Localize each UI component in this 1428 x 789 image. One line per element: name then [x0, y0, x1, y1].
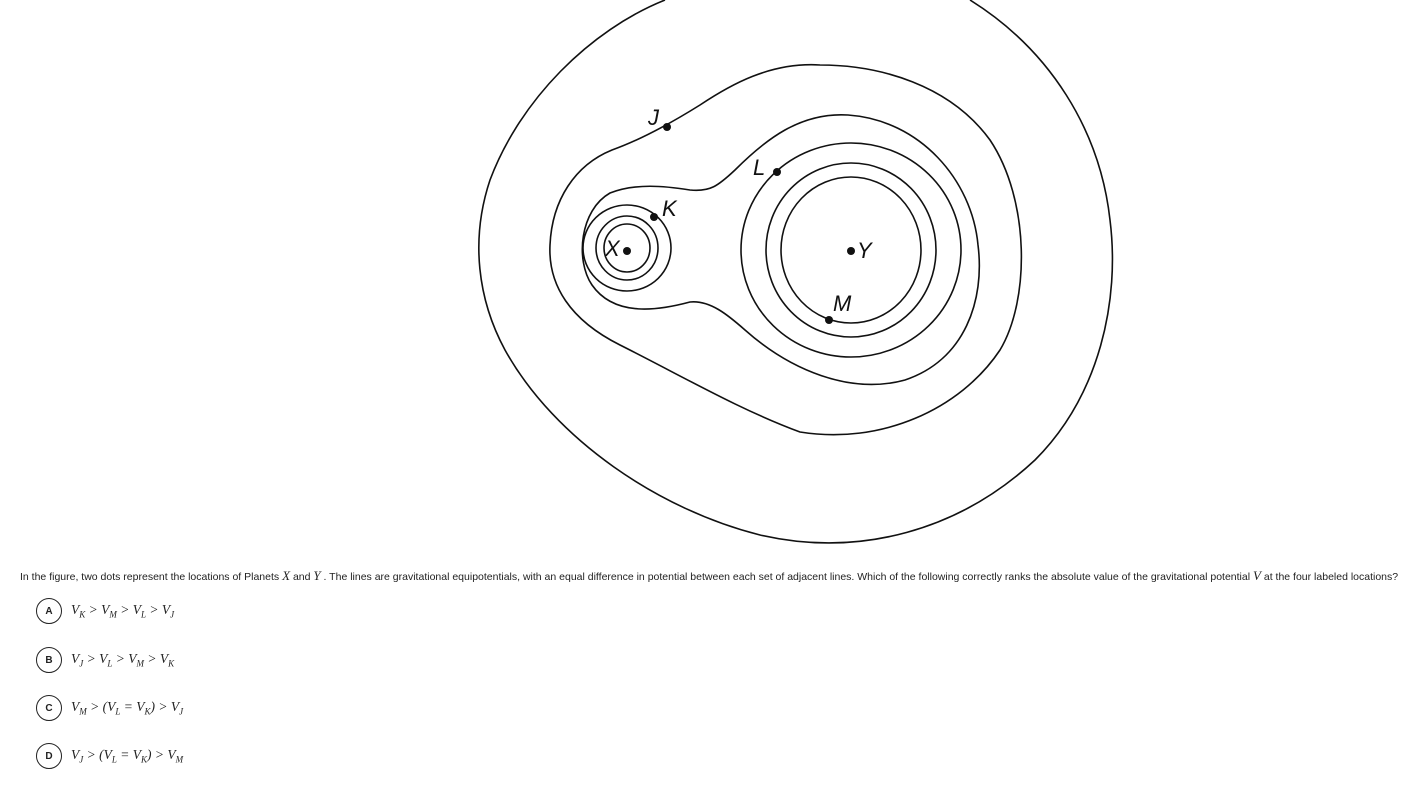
choice-a-letter[interactable]: A: [36, 598, 62, 624]
planet-x-dot: [623, 247, 631, 255]
question-stem: [20, 568, 1420, 585]
question-var-y: Y: [313, 568, 321, 583]
choice-b[interactable]: [36, 645, 174, 675]
label-y: Y: [857, 238, 872, 263]
choice-c[interactable]: [36, 693, 183, 723]
label-m: M: [833, 291, 852, 316]
point-k-dot: [650, 213, 658, 221]
equipotential-j: [550, 65, 1022, 435]
point-j-dot: [663, 123, 671, 131]
choice-a-text: $V_K > V_M > V_L > V_J$: [71, 602, 175, 620]
choice-b-text: $V_J > V_L > V_M > V_K$: [71, 651, 175, 669]
choice-c-letter[interactable]: C: [36, 695, 62, 721]
label-x: X: [605, 236, 620, 261]
choice-d-letter[interactable]: D: [36, 743, 62, 769]
question-var-v: V: [1252, 568, 1261, 583]
question-text-4: at the four labeled locations?: [1260, 571, 1399, 583]
point-l-dot: [773, 168, 781, 176]
choice-d-text: $V_J > (V_L = V_K) > V_M$: [71, 747, 184, 765]
question-text-2: and: [290, 571, 314, 583]
label-k: K: [662, 196, 677, 221]
choice-d[interactable]: [36, 741, 183, 771]
label-j: J: [648, 105, 659, 130]
choice-b-letter[interactable]: B: [36, 647, 62, 673]
label-l: L: [753, 155, 766, 180]
choice-c-text: $V_M > (V_L = V_K) > V_J$: [71, 699, 184, 717]
question-text-3: . The lines are gravitational equipotentials, with an equal difference in potential between each set of adjacent lines. Which of the following correctly ranks the absolute value of the gravitational potential: [320, 571, 1253, 583]
planet-y-dot: [847, 247, 855, 255]
question-var-x: X: [282, 568, 291, 583]
question-text-1: In the figure, two dots represent the locations of Planets: [20, 571, 283, 583]
choice-a[interactable]: [36, 596, 174, 626]
equipotential-outer: [479, 0, 1113, 543]
point-m-dot: [825, 316, 833, 324]
